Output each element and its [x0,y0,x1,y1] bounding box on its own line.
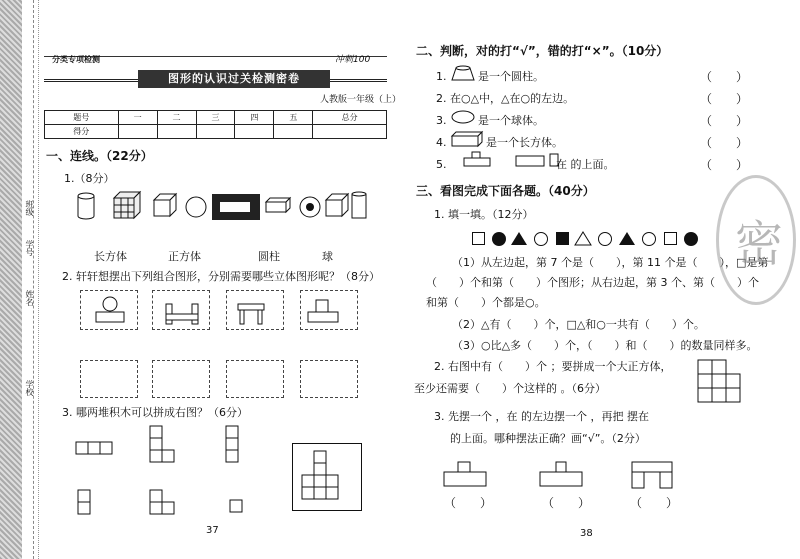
judge-item-5-num: 5. [436,158,447,171]
category-sphere[interactable]: 球 [322,250,333,263]
score-cell[interactable] [157,125,196,139]
placement-options [440,458,700,492]
square-shape [664,232,677,245]
small-cube-icon[interactable] [326,194,348,216]
score-table [44,110,387,139]
judge-answer-5[interactable]: （ ） [700,158,749,172]
section3-q2-line1: 2. 右图中有（ ）个 ；要拼成一个大正方体， [434,360,672,373]
fill-line-2: （ ）个和第（ ）个图形；从右边起，第 3 个、第（ ）个 [426,276,759,289]
binding-edge [22,0,34,559]
judge-item-1-num: 1. [436,70,447,83]
judge-answer-2[interactable]: （ ） [700,92,749,106]
cube-stack-figure [692,352,748,408]
fill-line-5: （3）○比△多（ ）个，（ ）和（ ）的数量同样多。 [452,339,758,352]
score-header-cell: 五 [274,111,313,125]
circle-shape [642,232,656,246]
score-header-cell: 一 [118,111,157,125]
stamp-character: 密 [735,216,784,272]
judge-item-1-text: 是一个圆柱。 [478,70,544,83]
judge-item-2-num: 2. [436,92,447,105]
score-row-label: 得分 [45,125,119,139]
fill-line-3: 和第（ ）个都是○。 [426,296,546,309]
judge-item-4-num: 4. [436,136,447,149]
section2-title: 二、判断，对的打“√”，错的打“×”。（10分） [416,44,669,58]
section3-title: 三、看图完成下面各题。（40分） [416,184,595,198]
score-header-cell: 三 [196,111,235,125]
edition-label: 人教版一年级（上） [320,95,402,105]
judge-item-3-text: 是一个球体。 [478,114,544,127]
eraser-icon[interactable] [266,198,290,212]
judge-item-5-text: 在 的上面。 [556,158,615,171]
section3-q3-line1: 3. 先摆一个 ，在 的左边摆一个 ，再把 摆在 [434,410,649,423]
score-cell[interactable] [235,125,274,139]
filled-circle-shape [684,232,698,246]
section1-title: 一、连线。（22分） [46,149,153,163]
binding-label-id: 学号 [25,240,34,256]
answer-shapes-box[interactable] [80,360,138,398]
score-table-row [45,125,387,139]
page-number-right: 38 [580,528,593,539]
option-2-answer[interactable]: （ ） [542,496,591,510]
square-shape [472,232,485,245]
answer-shapes-box[interactable] [152,360,210,398]
banner-title: 图形的认识过关检测密卷 [138,70,330,88]
circle-shape [598,232,612,246]
section3-q2-line2: 至少还需要（ ）个这样的 。（6分） [414,382,606,395]
option-3-answer[interactable]: （ ） [630,496,679,510]
circle-shape [534,232,548,246]
option-1-answer[interactable]: （ ） [444,496,493,510]
can-icon[interactable] [352,192,366,218]
fill-line-1: （1）从左边起，第 7 个是（ ），第 11 个是（ ），□是第 [452,256,769,269]
gift-box-icon[interactable] [212,194,260,220]
page-number-left: 37 [206,525,219,536]
judge-item-3-num: 3. [436,114,447,127]
binding-label-school: 学校 [25,380,34,396]
score-header-cell: 总分 [313,111,387,125]
judge-answer-1[interactable]: （ ） [700,70,749,84]
q1-objects [70,190,370,226]
cylinder-icon[interactable] [78,193,94,219]
q3-text: 3. 哪两堆积木可以拼成右图？（6分） [62,406,248,419]
q1-label: 1.（8分） [64,172,115,185]
binding-strip [0,0,22,559]
category-cuboid[interactable]: 长方体 [94,250,127,263]
filled-circle-shape [492,232,506,246]
score-header-cell: 题号 [45,111,119,125]
score-header-cell: 二 [157,111,196,125]
fill-line-4: （2）△有（ ）个，□△和○一共有（ ）个。 [452,318,705,331]
section3-q3-line2: 的上面。哪种摆法正确？画“√”。（2分） [450,432,646,445]
judge-item-4-text: 是一个长方体。 [486,136,563,149]
score-table-header-row [45,111,387,125]
category-cylinder[interactable]: 圆柱 [258,250,280,263]
binding-label-class: 班级 [25,200,34,216]
cube-box-icon[interactable] [154,194,176,216]
soccer-ball-icon[interactable] [300,197,320,217]
ball-icon[interactable] [186,197,206,217]
judge-item-2-text: 在○△中，△在○的左边。 [450,92,575,105]
rubiks-cube-icon[interactable] [114,192,140,218]
series-label: 分类专项检测 [52,55,100,64]
triangle-shape [574,231,592,246]
binding-label-name: 姓名 [25,290,34,306]
filled-triangle-shape [618,231,636,246]
brand-label: 冲刺100 [335,55,371,65]
judge-answer-4[interactable]: （ ） [700,136,749,150]
target-figure [296,447,358,507]
answer-shapes-box[interactable] [300,360,358,398]
score-header-cell: 四 [235,111,274,125]
q2-text: 2. 轩轩想摆出下列组合图形，分别需要哪些立体图形呢？（8分） [62,270,380,283]
oval-ball-icon [450,108,476,126]
score-cell[interactable] [118,125,157,139]
cut-line [38,0,39,559]
score-cell[interactable] [313,125,387,139]
composite-figures [80,290,360,330]
truncated-cone-icon [450,64,476,82]
score-cell[interactable] [274,125,313,139]
filled-triangle-shape [510,231,528,246]
flat-cuboid-icon [450,130,484,148]
category-cube[interactable]: 正方体 [168,250,201,263]
score-cell[interactable] [196,125,235,139]
filled-square-shape [556,232,569,245]
section3-q1-label: 1. 填一填。（12分） [434,208,534,221]
answer-shapes-box[interactable] [226,360,284,398]
judge-answer-3[interactable]: （ ） [700,114,749,128]
